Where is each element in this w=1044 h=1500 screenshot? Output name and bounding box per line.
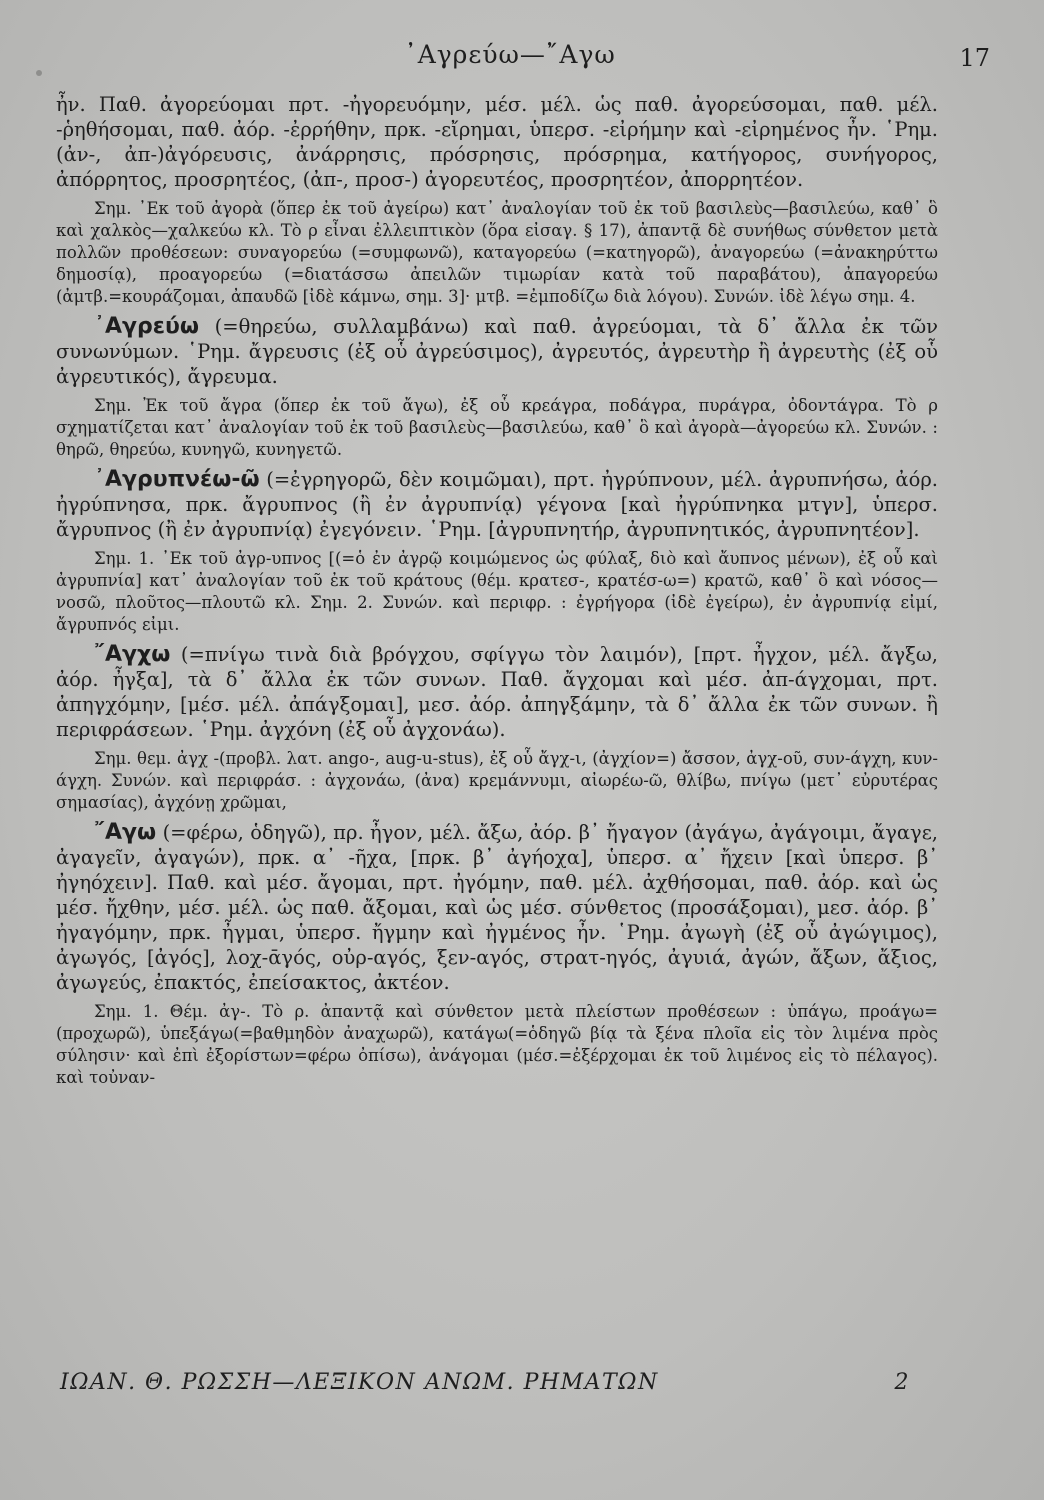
page-footer <box>60 1370 940 1404</box>
entry-note: Σημ. 1. ᾿Εκ τοῦ ἀγρ-υπνος [(=ὁ ἐν ἀγρῷ κοιμώμενος ὡς φύλαξ, διὸ καὶ ἄυπνος μένων), ἐξ οὗ καὶ ἀγρυπνία] κατ᾿ ἀναλογίαν τοῦ ἐκ τοῦ κράτους (θέμ. κρατεσ-, κρατέσ-ω=) κρατῶ, καθ᾿ ὃ καὶ νόσος—νοσῶ, πλοῦτος—πλουτῶ κλ. Σημ. 2. Συνών. καὶ περιφρ. : ἐγρήγορα (ἰδὲ ἐγείρω), ἐν ἀγρυπνίᾳ εἰμί, ἄγρυπνός εἰμι. <box>56 549 938 634</box>
entry-ago <box>56 820 938 995</box>
entry-text: (=πνίγω τινὰ διὰ βρόγχου, σφίγγω τὸν λαιμόν), [πρτ. ἦγχον, μέλ. ἄγξω, ἀόρ. ἦγξα], τὰ δ᾿ ἄλλα ἐκ τῶν συνων. Παθ. ἄγχομαι καὶ μέσ. ἀπ-άγχομαι, πρτ. ἀπηγχόμην, [μέσ. μέλ. ἀπάγξομαι], μεσ. ἀόρ. ἀπηγξάμην, τὰ δ᾿ ἄλλα ἐκ τῶν συνων. ἢ περιφράσεων. ῾Ρημ. ἀγχόνη (ἐξ οὗ ἀγχονάω). <box>56 643 938 741</box>
printer-signature: ΙΩΑΝ. Θ. ΡΩΣΣΗ—ΛΕΞΙΚΟΝ ΑΝΩΜ. ΡΗΜΑΤΩΝ <box>60 1370 659 1395</box>
entry-text: (=θηρεύω, συλλαμβάνω) καὶ παθ. ἀγρεύομαι, τὰ δ᾿ ἄλλα ἐκ τῶν συνωνύμων. ῾Ρημ. ἄγρευσις (ἐξ οὗ ἀγρεύσιμος), ἀγρευτός, ἀγρευτὴρ ἢ ἀγρευτὴς (ἐξ οὗ ἀγρευτικός), ἄγρευμα. <box>56 315 938 388</box>
entry-continuation <box>56 92 938 192</box>
entry-agreuo <box>56 314 938 389</box>
page-spot <box>36 70 42 76</box>
entry-note: Σημ. 1. Θέμ. ἀγ-. Τὸ ρ. ἀπαντᾷ καὶ σύνθετον μετὰ πλείστων προθέσεων : ὑπάγω, προάγω=(προχωρῶ), ὑπεξάγω(=βαθμηδὸν ἀναχωρῶ), κατάγω(=ὁδηγῶ βίᾳ τὰ ξένα πλοῖα εἰς τὸν λιμένα πρὸς σύλησιν· καὶ ἐπὶ ἐξορίστων=φέρω ὀπίσω), ἀνάγομαι (μέσ.=ἐξέρχομαι ἐκ τοῦ λιμένος εἰς τὸ πέλαγος). καὶ τοὐναν- <box>56 1002 938 1087</box>
entry-ancho <box>56 642 938 742</box>
entry-text: ἦν. Παθ. ἀγορεύομαι πρτ. -ἠγορευόμην, μέσ. μέλ. ὡς παθ. ἀγορεύσομαι, παθ. μέλ. -ῥηθήσομαι, παθ. ἀόρ. -ἐρρήθην, πρκ. -εἴρημαι, ὑπερσ. -εἰρήμην καὶ -εἰρημένος ἦν. ῾Ρημ. (ἀν-, ἀπ-)ἀγόρευσις, ἀνάρρησις, πρόσρησις, πρόσρημα, κατήγορος, συνήγορος, ἀπόρρητος, προσρητέος, (ἀπ-, προσ-) ἀγορευτέος, προσρητέον, ἀπορρητέον. <box>56 93 938 191</box>
sheet-number: 2 <box>894 1370 910 1395</box>
entry-note: Σημ. Ἐκ τοῦ ἄγρα (ὅπερ ἐκ τοῦ ἄγω), ἐξ οὗ κρεάγρα, ποδάγρα, πυράγρα, ὀδοντάγρα. Τὸ ρ σχηματίζεται κατ᾿ ἀναλογίαν τοῦ ἐκ τοῦ βασιλεὺς—βασιλεύω, καθ᾿ ὃ καὶ ἀγορὰ—ἀγορεύω κλ. Συνών. : θηρῶ, θηρεύω, κυνηγῶ, κυνηγετῶ. <box>56 396 938 459</box>
entry-agrypneo <box>56 467 938 542</box>
page-number: 17 <box>959 44 990 72</box>
page-body <box>56 92 938 1095</box>
headword: ῎Αγχω <box>94 642 171 667</box>
running-head-title: ᾿Αγρεύω—῎Αγω <box>404 40 616 69</box>
headword: ᾿Αγρεύω <box>94 314 199 339</box>
running-head <box>60 40 990 80</box>
headword: ᾿Αγρυπνέω-ῶ <box>94 467 260 492</box>
entry-note: Σημ. ᾿Εκ τοῦ ἀγορὰ (ὅπερ ἐκ τοῦ ἀγείρω) κατ᾿ ἀναλογίαν τοῦ ἐκ τοῦ βασιλεὺς—βασιλεύω, καθ᾿ ὃ καὶ χαλκὸς—χαλκεύω κλ. Τὸ ρ εἶναι ἐλλειπτικὸν (ὅρα εἰσαγ. § 17), ἀπαντᾷ δὲ συνήθως σύνθετον μετὰ πολλῶν προθέσεων: συναγορεύω (=συμφωνῶ), καταγορεύω (=κατηγορῶ), ἀναγορεύω (=ἀνακηρύττω δημοσίᾳ), προαγορεύω (=διατάσσω ἀπειλῶν τιμωρίαν κατὰ τοῦ παραβάτου), ἀπαγορεύω (ἀμτβ.=κουράζομαι, ἀπαυδῶ [ἰδὲ κάμνω, σημ. 3]· μτβ. =ἐμποδίζω διὰ λόγου). Συνών. ἰδὲ λέγω σημ. 4. <box>56 199 938 306</box>
headword: ῎Αγω <box>94 820 157 845</box>
entry-text: (=ἐγρηγορῶ, δὲν κοιμῶμαι), πρτ. ἠγρύπνουν, μέλ. ἀγρυπνήσω, ἀόρ. ἠγρύπνησα, πρκ. ἄγρυπνος (ἢ ἐν ἀγρυπνίᾳ) γέγονα [καὶ ἠγρύπνηκα μτγν], ὑπερσ. ἄγρυπνος (ἢ ἐν ἀγρυπνίᾳ) ἐγεγόνειν. ῾Ρημ. [ἀγρυπνητήρ, ἀγρυπνητικός, ἀγρυπνητέον]. <box>56 468 939 541</box>
entry-note: Σημ. θεμ. ἀγχ -(προβλ. λατ. ango-, aug-u-stus), ἐξ οὗ ἄγχ-ι, (ἀγχίον=) ἄσσον, ἀγχ-οῦ, συν-άγχη, κυν-άγχη. Συνών. καὶ περιφράσ. : ἀγχονάω, (ἀνα) κρεμάννυμι, αἰωρέω-ῶ, θλίβω, πνίγω (μετ᾿ εὐρυτέρας σημασίας), ἀγχόνῃ χρῶμαι, <box>56 749 938 812</box>
entry-text: (=φέρω, ὁδηγῶ), πρ. ἦγον, μέλ. ἄξω, ἀόρ. β᾿ ἤγαγον (ἀγάγω, ἀγάγοιμι, ἄγαγε, ἀγαγεῖν, ἀγαγών), πρκ. α᾿ -ῆχα, [πρκ. β᾿ ἀγήοχα], ὑπερσ. α᾿ ἤχειν [καὶ ὑπερσ. β᾿ ἠγηόχειν]. Παθ. καὶ μέσ. ἄγομαι, πρτ. ἠγόμην, παθ. μέλ. ἀχθήσομαι, παθ. ἀόρ. καὶ ὡς μέσ. ἤχθην, μέσ. μέλ. ὡς παθ. ἄξομαι, καὶ ὡς μέσ. σύνθετος (προσάξομαι), μεσ. ἀόρ. β᾿ ἠγαγόμην, πρκ. ἦγμαι, ὑπερσ. ἤγμην καὶ ἠγμένος ἦν. ῾Ρημ. ἀγωγὴ (ἐξ οὗ ἀγώγιμος), ἀγωγός, [ἀγός], λοχ-ᾱγός, οὐρ-αγός, ξεν-αγός, στρατ-ηγός, ἀγυιά, ἀγών, ἄξων, ἄξιος, ἀγωγεύς, ἐπακτός, ἐπείσακτος, ἀκτέον. <box>56 821 938 994</box>
